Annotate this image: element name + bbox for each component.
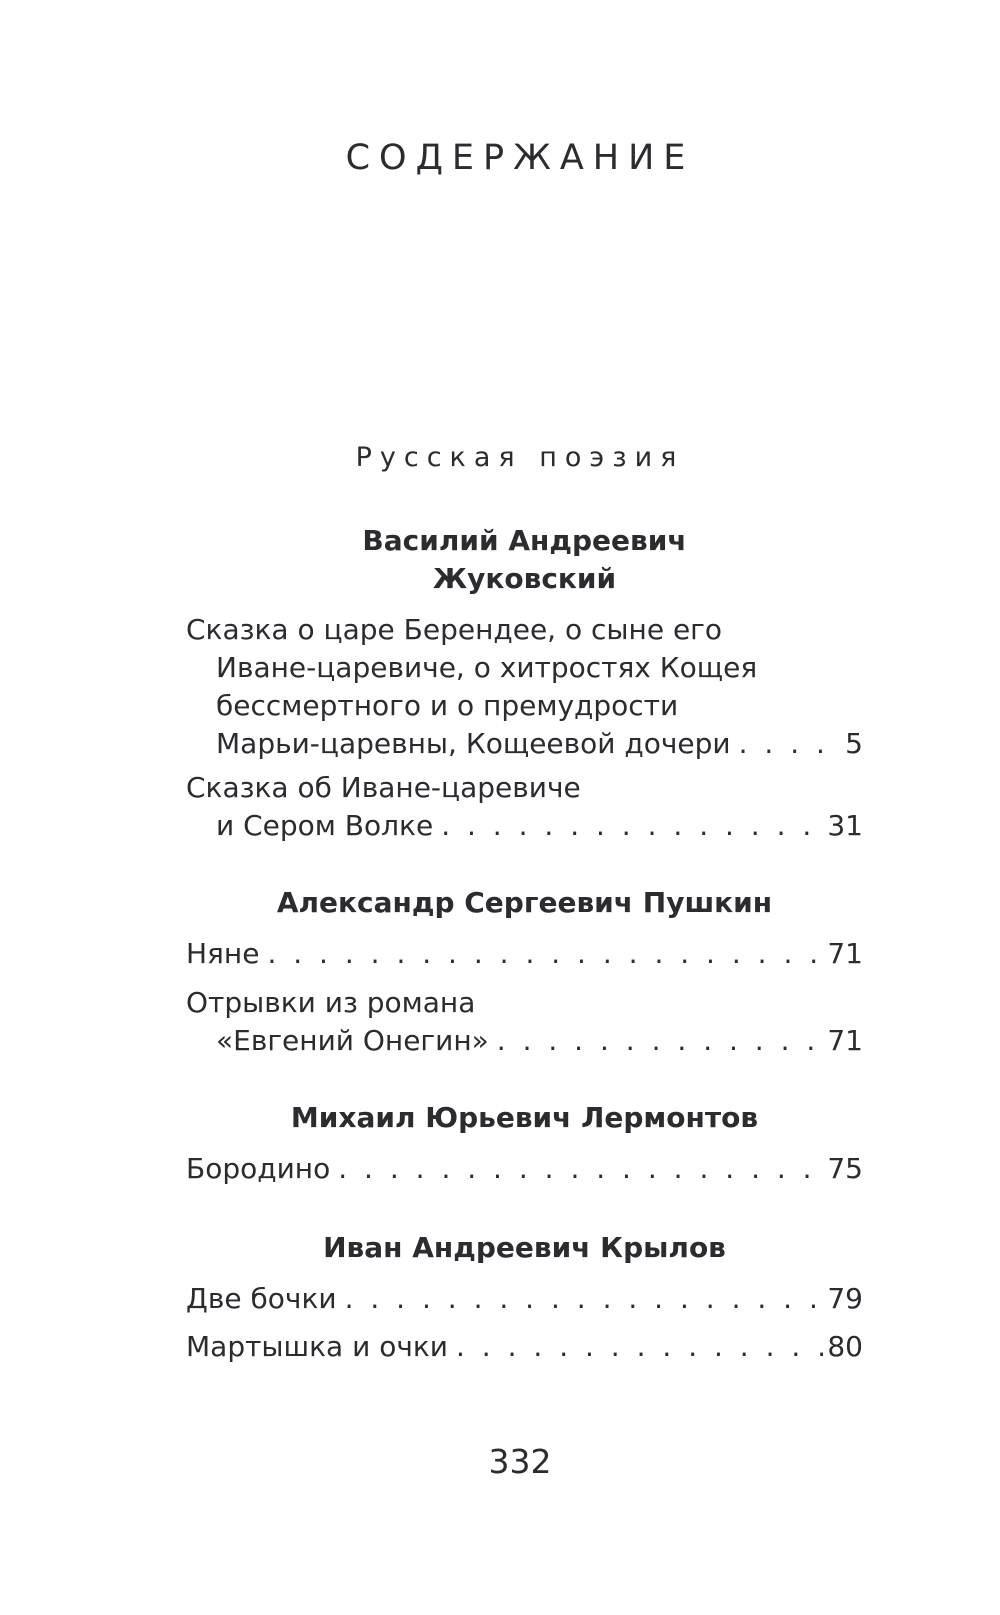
author-name-line: Михаил Юрьевич Лермонтов	[290, 1101, 759, 1134]
author-name-line: Иван Андреевич Крылов	[323, 1231, 726, 1264]
page-number: 71	[827, 937, 863, 970]
author-name-line: Василий Андреевич	[362, 524, 687, 557]
entry-last-line	[186, 807, 863, 845]
toc-entry	[186, 1150, 863, 1188]
page-number: 75	[827, 1152, 863, 1185]
entry-title-line: Бородино	[186, 1152, 331, 1185]
entry-title-line: Две бочки	[186, 1282, 337, 1315]
author-heading	[186, 1229, 863, 1267]
entry-last-line	[186, 935, 863, 973]
page-title: СОДЕРЖАНИЕ	[345, 138, 695, 178]
toc-entry	[186, 935, 863, 973]
entry-title-line: Мартышка и очки	[186, 1330, 448, 1363]
entry-title-line: и Сером Волке	[216, 809, 434, 842]
toc-entry	[186, 984, 863, 1060]
section-title: Русская поэзия	[355, 442, 685, 473]
entry-title-line: Иване-царевиче, о хитростях Кощея	[216, 651, 758, 684]
dot-leader	[739, 725, 842, 763]
page-number: 31	[827, 809, 863, 842]
entry-title-line: Сказка о царе Берендее, о сыне его	[186, 613, 723, 646]
toc-entry	[186, 1328, 863, 1366]
entry-last-line	[186, 1280, 863, 1318]
author-heading	[186, 884, 863, 922]
page-number: 71	[827, 1024, 863, 1057]
toc-entry	[186, 769, 863, 845]
dot-leader	[267, 935, 823, 973]
entry-last-line	[186, 1150, 863, 1188]
author-heading	[186, 522, 863, 598]
entry-title-line: бессмертного и о премудрости	[216, 689, 679, 722]
dot-leader	[338, 1150, 823, 1188]
entry-title-line: Сказка об Иване-царевиче	[186, 771, 581, 804]
toc-entry	[186, 611, 863, 763]
entry-title-line: «Евгений Онегин»	[216, 1024, 489, 1057]
author-name-line: Александр Сергеевич Пушкин	[276, 886, 773, 919]
dot-leader	[497, 1022, 824, 1060]
entry-last-line	[186, 1328, 863, 1366]
page-number: 5	[845, 727, 863, 760]
dot-leader	[441, 807, 823, 845]
entry-title-line: Марьи-царевны, Кощеевой дочери	[216, 727, 731, 760]
folio-page-number: 332	[488, 1442, 552, 1481]
entry-last-line	[186, 1022, 863, 1060]
entry-title-line: Няне	[186, 937, 260, 970]
dot-leader	[345, 1280, 824, 1318]
page-number: 80	[827, 1330, 863, 1363]
toc-entry	[186, 1280, 863, 1318]
author-heading	[186, 1099, 863, 1137]
author-name-line: Жуковский	[432, 562, 617, 595]
entry-last-line	[186, 725, 863, 763]
dot-leader	[456, 1328, 823, 1366]
page-number: 79	[827, 1282, 863, 1315]
entry-title-line: Отрывки из романа	[186, 986, 476, 1019]
